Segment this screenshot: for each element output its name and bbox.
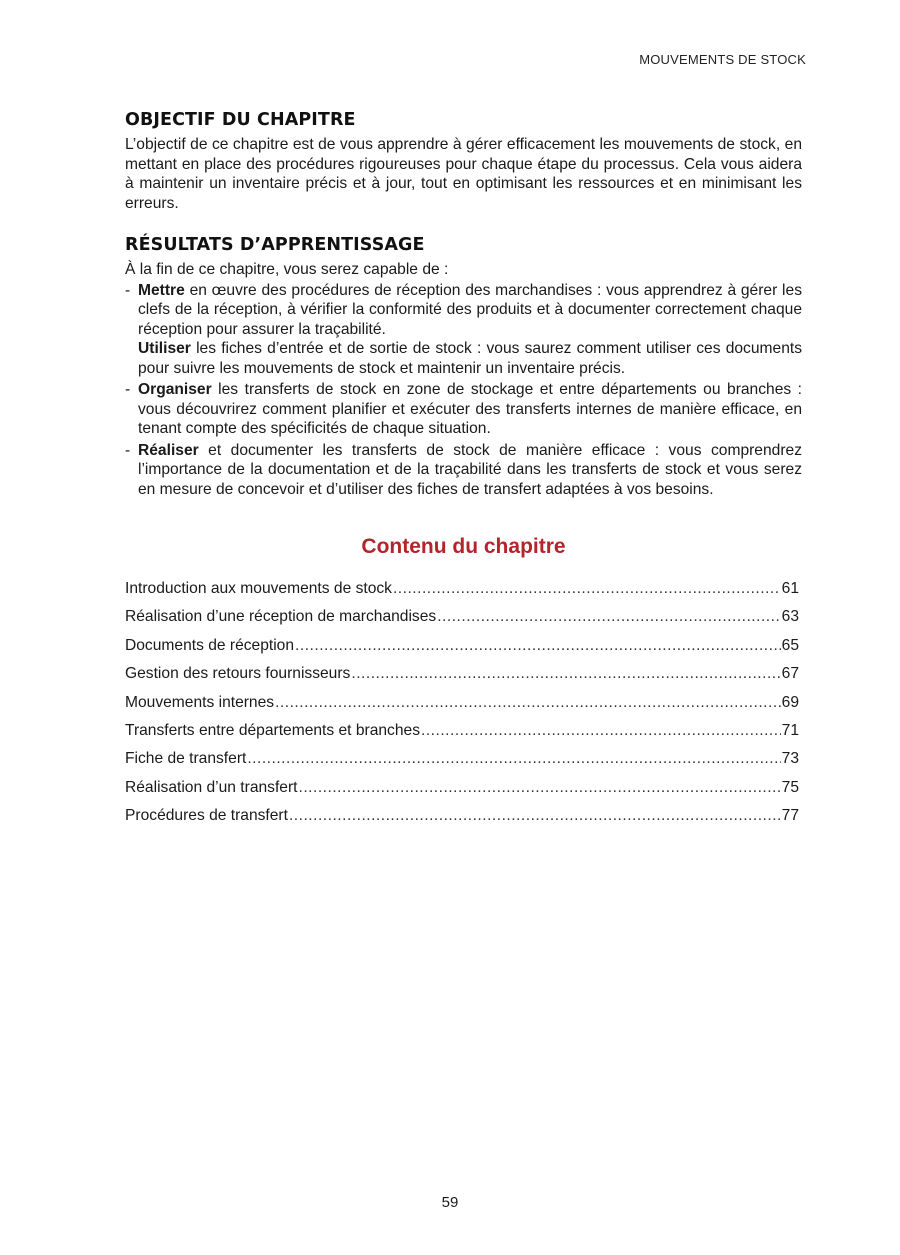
toc-entry-page: 73 — [781, 750, 799, 768]
toc-entry-label: Introduction aux mouvements de stock — [125, 580, 392, 597]
objective-section — [125, 110, 802, 213]
toc-leader — [393, 575, 781, 603]
outcomes-section — [125, 235, 802, 499]
objective-heading: OBJECTIF DU CHAPITRE — [125, 110, 356, 130]
toc-title: Contenu du chapitre — [361, 535, 566, 558]
toc-leader — [295, 632, 781, 660]
toc-leader — [247, 745, 780, 773]
objective-text: L’objectif de ce chapitre est de vous apprendre à gérer efficacement les mouvements de stock, en mettant en place des procédures rigoureuses pour chaque étape du processus. Cela vous aidera à maintenir un inventaire précis et à jour, tout en optimisant les ressources et en minimisant les erreurs. — [125, 136, 802, 212]
item-text: et documenter les transferts de stock de manière efficace : vous comprendrez l’importance de la documentation et de la traçabilité dans les transferts de stock et vous serez en mesure de concevoir et d’utiliser des fiches de transfert adaptées à vos besoins. — [138, 441, 802, 498]
toc-leader — [299, 774, 781, 802]
toc-entry[interactable] — [125, 660, 799, 688]
toc-entry-label: Gestion des retours fournisseurs — [125, 665, 351, 683]
toc-entry-page: 77 — [781, 807, 799, 825]
toc-entry[interactable] — [125, 689, 799, 717]
list-item — [125, 380, 802, 439]
item-keyword: Organiser — [138, 381, 212, 398]
toc-entry-label: Réalisation d’une réception de marchandises — [125, 608, 437, 626]
toc-entry[interactable] — [125, 745, 799, 773]
outcomes-heading: RÉSULTATS D’APPRENTISSAGE — [125, 235, 425, 255]
item-text: en œuvre des procédures de réception des marchandises : vous apprendrez à gérer les clefs de la réception, à vérifier la conformité des produits et à documenter correctement chaque réception pour assurer la traçabilité. — [138, 281, 802, 338]
toc-entry-label: Procédures de transfert — [125, 807, 288, 825]
toc-entry[interactable] — [125, 603, 799, 631]
page-number: 59 — [441, 1194, 459, 1211]
list-dash: - — [125, 281, 131, 299]
toc-entry-page: 69 — [781, 693, 799, 711]
sub-item — [138, 339, 802, 378]
running-header: MOUVEMENTS DE STOCK — [639, 52, 806, 67]
list-dash: - — [125, 441, 131, 459]
toc-entry-page: 71 — [781, 721, 799, 739]
toc-entry-label: Documents de réception — [125, 636, 295, 654]
sub-item-keyword: Utiliser — [138, 340, 191, 357]
list-item — [125, 281, 802, 379]
list-dash: - — [125, 381, 131, 398]
page-content — [125, 110, 802, 831]
toc-entry-page: 75 — [781, 778, 799, 796]
toc-entry[interactable] — [125, 717, 799, 745]
toc-entry-label: Fiche de transfert — [125, 750, 247, 768]
toc-entry-page: 65 — [781, 636, 799, 654]
toc-entry-label: Mouvements internes — [125, 693, 275, 711]
toc-entry[interactable] — [125, 774, 799, 802]
toc-entry-label: Transferts entre départements et branches — [125, 721, 420, 739]
toc-entry[interactable] — [125, 632, 799, 660]
toc-entry-page: 63 — [781, 608, 799, 626]
item-keyword: Réaliser — [138, 441, 199, 459]
list-item — [125, 441, 802, 500]
outcomes-intro: À la fin de ce chapitre, vous serez capable de : — [125, 261, 449, 278]
toc-entry-page: 61 — [781, 580, 799, 597]
item-text: les transferts de stock en zone de stockage et entre départements ou branches : vous découvrirez comment planifier et exécuter des transferts internes de manière efficace, en tenant compte des spécificités de chaque situation. — [138, 381, 802, 437]
sub-item-text: les fiches d’entrée et de sortie de stock : vous saurez comment utiliser ces documents pour suivre les mouvements de stock et maintenir un inventaire précis. — [138, 340, 802, 377]
toc-entry[interactable] — [125, 802, 799, 830]
toc-leader — [437, 603, 780, 631]
item-keyword: Mettre — [138, 281, 185, 299]
toc-list — [125, 575, 802, 831]
toc-leader — [289, 802, 781, 830]
toc-section — [125, 535, 802, 831]
toc-leader — [275, 689, 781, 717]
toc-entry[interactable] — [125, 575, 799, 603]
toc-leader — [421, 717, 781, 745]
outcomes-list — [125, 281, 802, 500]
toc-entry-label: Réalisation d’un transfert — [125, 778, 298, 796]
toc-entry-page: 67 — [781, 665, 799, 683]
toc-leader — [351, 660, 780, 688]
